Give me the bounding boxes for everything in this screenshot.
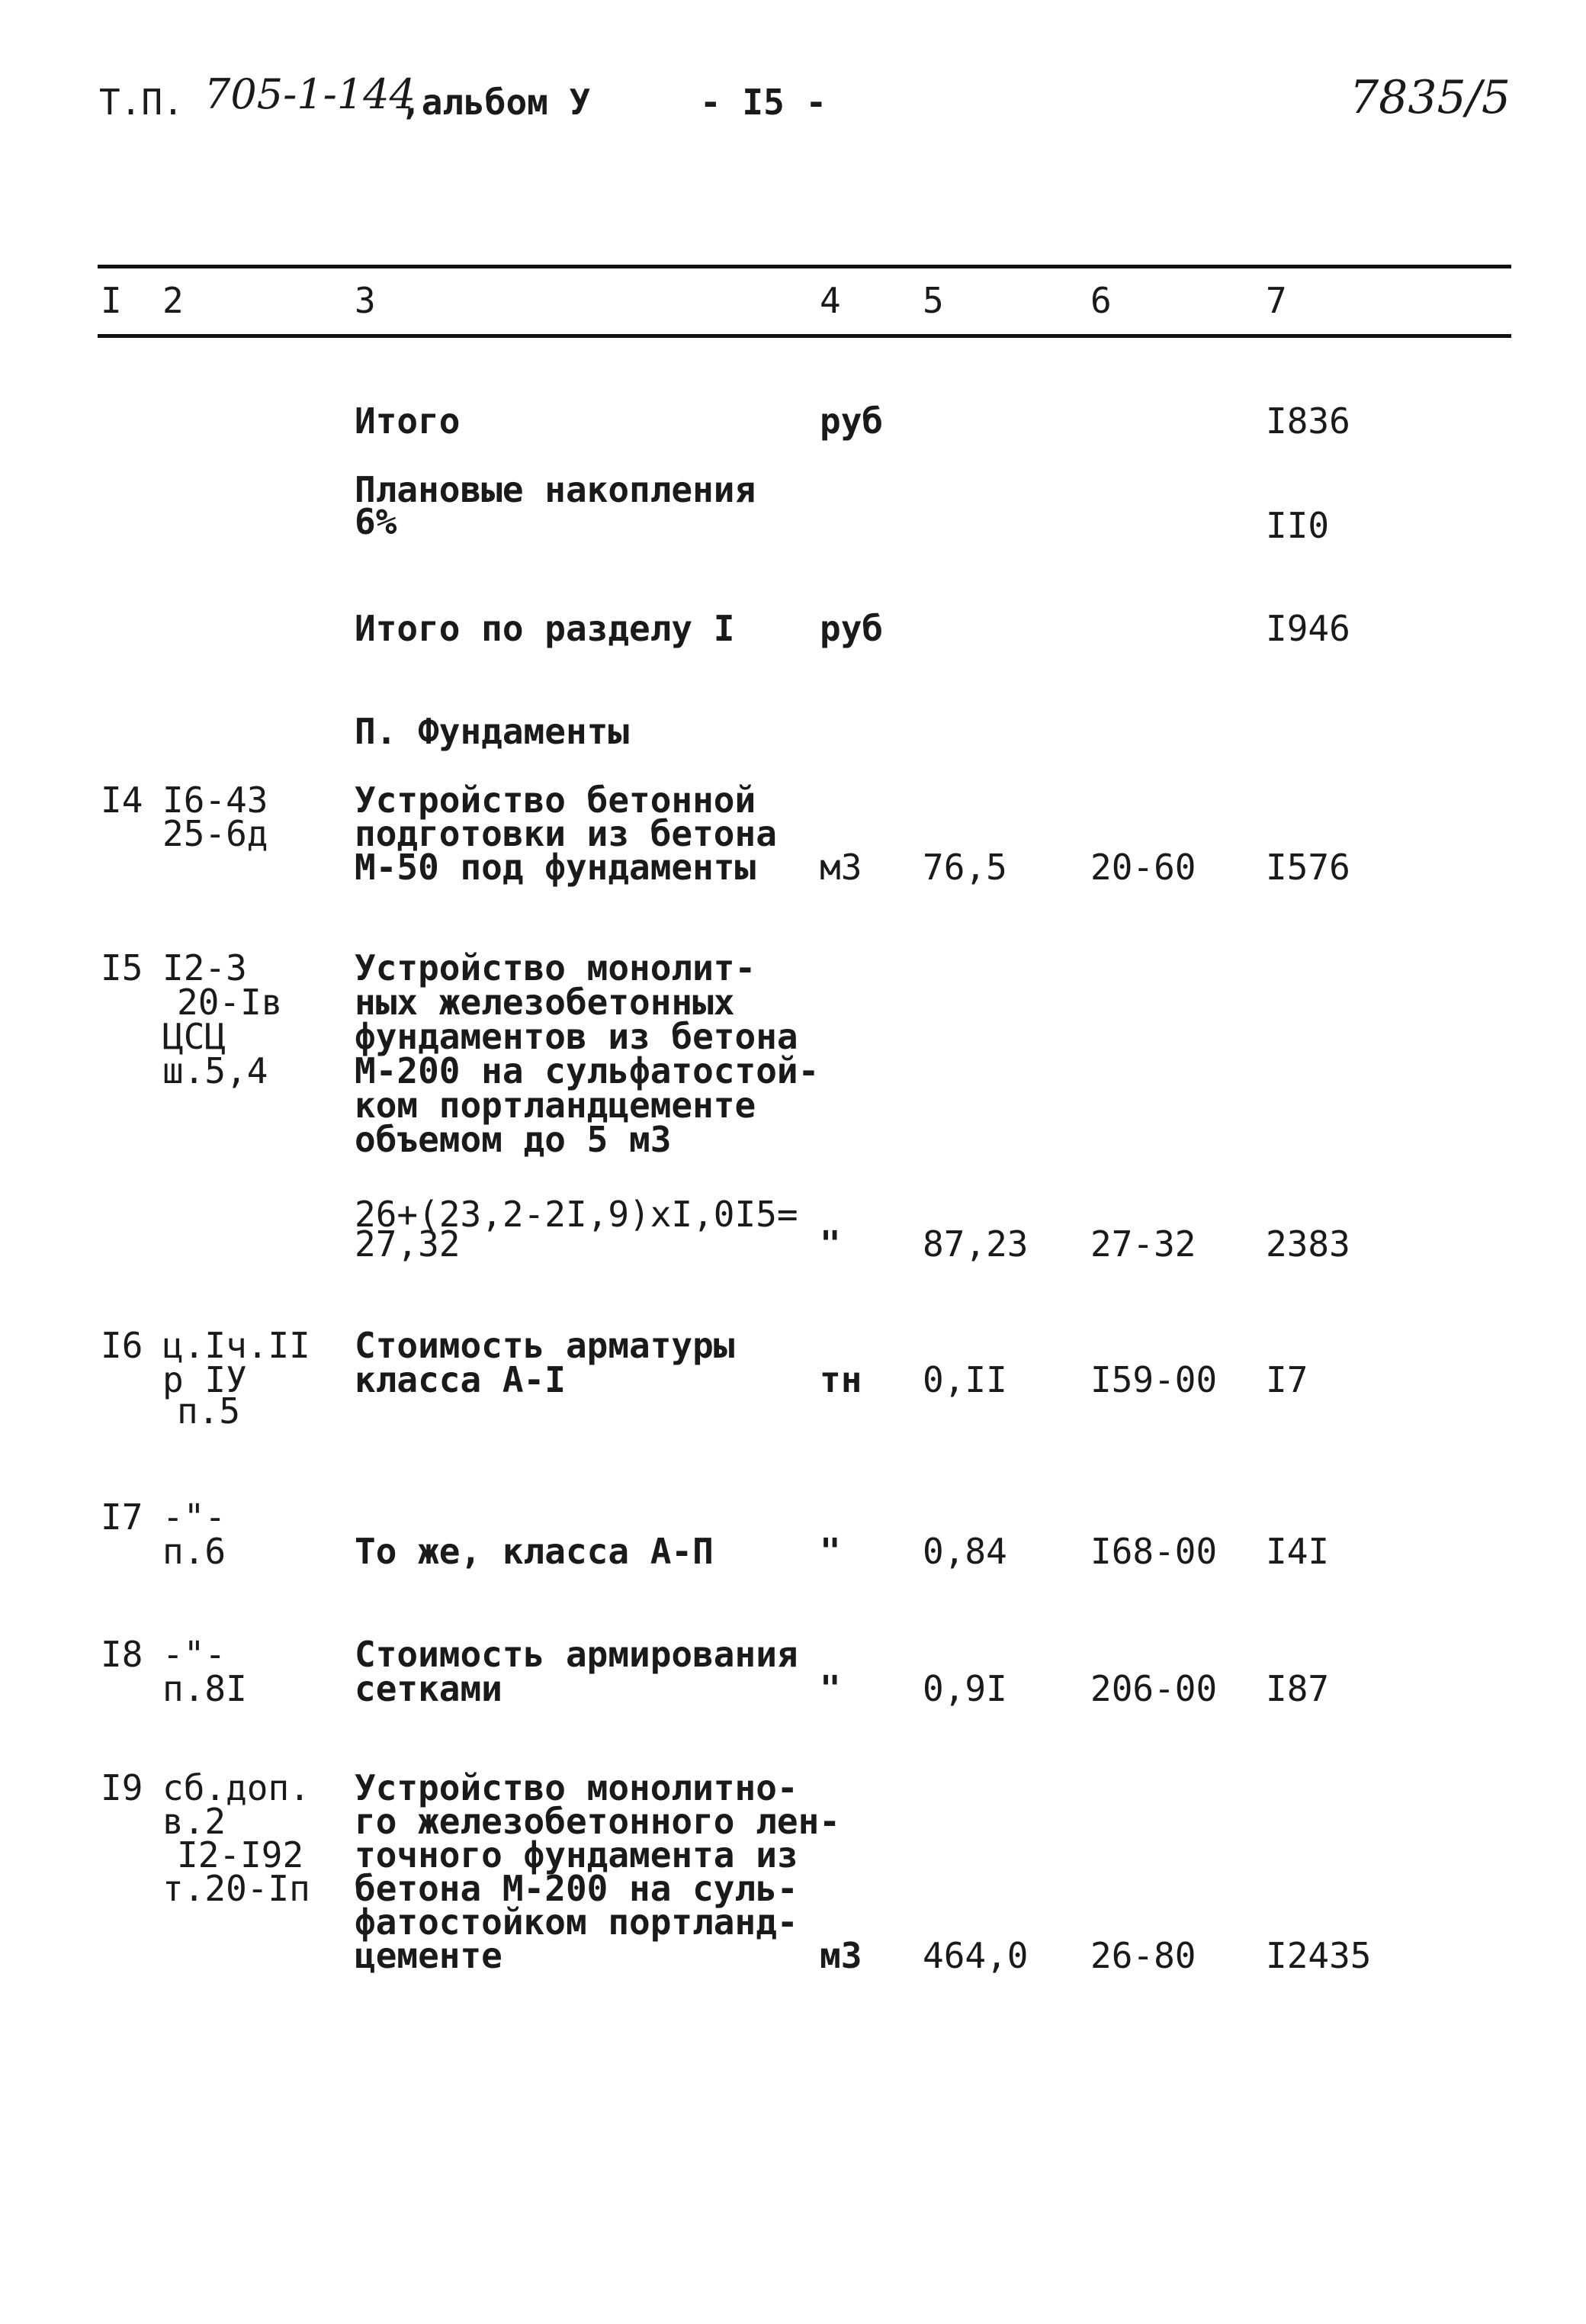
- row-quantity: 87,23: [923, 1223, 1029, 1265]
- row-description: То же, класса А-П: [355, 1531, 714, 1572]
- col-header-7: 7: [1266, 280, 1287, 321]
- summary-name: Итого: [355, 400, 461, 442]
- row-number: I5: [101, 947, 143, 988]
- row-code: ЦСЦ: [162, 1016, 226, 1057]
- summary-total: I946: [1266, 608, 1350, 649]
- row-unit: ": [820, 1668, 841, 1709]
- row-number: I8: [101, 1634, 143, 1675]
- row-code: I2-I92: [177, 1834, 304, 1876]
- row-description: сетками: [355, 1668, 502, 1709]
- row-description: бетона М-200 на суль-: [355, 1868, 798, 1909]
- row-code: п.5: [177, 1390, 241, 1432]
- summary-total: II0: [1266, 505, 1330, 546]
- row-total: I7: [1266, 1359, 1308, 1400]
- row-total: I2435: [1266, 1935, 1372, 1976]
- row-quantity: 464,0: [923, 1935, 1029, 1976]
- album-label: ,альбом У: [400, 82, 591, 123]
- row-description: класса А-I: [355, 1359, 566, 1400]
- row-description: М-200 на сульфатостой-: [355, 1050, 820, 1091]
- row-code: р IУ: [162, 1359, 247, 1400]
- row-description: цементе: [355, 1935, 502, 1976]
- col-header-1: I: [101, 280, 122, 321]
- row-total: I4I: [1266, 1531, 1330, 1572]
- row-number: I7: [101, 1496, 143, 1538]
- row-unit: тн: [820, 1359, 862, 1400]
- row-description: ных железобетонных: [355, 982, 735, 1023]
- row-code: т.20-Iп: [162, 1868, 310, 1909]
- row-code: -"-: [162, 1634, 226, 1675]
- row-unit: ": [820, 1531, 841, 1572]
- row-description: го железобетонного лен-: [355, 1801, 840, 1842]
- row-description: фундаментов из бетона: [355, 1016, 798, 1057]
- row-calculation: 26+(23,2-2I,9)хI,0I5=: [355, 1194, 798, 1235]
- row-total: 2383: [1266, 1223, 1350, 1265]
- section-title: П. Фундаменты: [355, 711, 630, 752]
- row-price: I59-00: [1090, 1359, 1218, 1400]
- row-number: I6: [101, 1325, 143, 1366]
- col-header-4: 4: [820, 280, 841, 321]
- row-code: в.2: [162, 1801, 226, 1842]
- row-unit: м3: [820, 1935, 862, 1976]
- row-description: точного фундамента из: [355, 1834, 798, 1876]
- doc-prefix: Т.П.: [99, 82, 184, 123]
- col-header-5: 5: [923, 280, 944, 321]
- row-quantity: 0,II: [923, 1359, 1007, 1400]
- row-code: -"-: [162, 1496, 226, 1538]
- summary-unit: руб: [820, 608, 884, 649]
- row-number: I4: [101, 779, 143, 821]
- row-code: ц.Iч.II: [162, 1325, 310, 1366]
- row-description: Стоимость армирования: [355, 1634, 798, 1675]
- row-description: фатостойком портланд-: [355, 1901, 798, 1943]
- row-code: п.8I: [162, 1668, 247, 1709]
- row-description: М-50 под фундаменты: [355, 847, 756, 888]
- col-header-2: 2: [162, 280, 184, 321]
- col-header-3: 3: [355, 280, 376, 321]
- row-price: I68-00: [1090, 1531, 1218, 1572]
- series-number: 705-1-144: [204, 70, 416, 118]
- row-description: подготовки из бетона: [355, 813, 777, 854]
- col-header-6: 6: [1090, 280, 1112, 321]
- row-quantity: 0,9I: [923, 1668, 1007, 1709]
- row-price: 206-00: [1090, 1668, 1218, 1709]
- row-code: I2-3: [162, 947, 247, 988]
- row-unit: ": [820, 1223, 841, 1265]
- row-code: п.6: [162, 1531, 226, 1572]
- row-code: I6-43: [162, 779, 268, 821]
- row-unit: м3: [820, 847, 862, 888]
- row-total: I576: [1266, 847, 1350, 888]
- row-code: 20-Iв: [177, 982, 283, 1023]
- row-code: ш.5,4: [162, 1050, 268, 1091]
- row-number: I9: [101, 1767, 143, 1808]
- row-code: 25-6д: [162, 813, 268, 854]
- row-description: Устройство монолитно-: [355, 1767, 798, 1808]
- inventory-number: 7835/5: [1350, 71, 1511, 124]
- row-price: 20-60: [1090, 847, 1196, 888]
- row-price: 27-32: [1090, 1223, 1196, 1265]
- summary-name: Итого по разделу I: [355, 608, 735, 649]
- row-description: объемом до 5 м3: [355, 1119, 672, 1160]
- row-description: Устройство монолит-: [355, 947, 756, 988]
- row-description: Стоимость арматуры: [355, 1325, 735, 1366]
- summary-name-line2: 6%: [355, 501, 397, 542]
- row-description: ком портландцементе: [355, 1085, 756, 1126]
- row-quantity: 0,84: [923, 1531, 1007, 1572]
- summary-name: Плановые накопления: [355, 469, 756, 510]
- row-description: Устройство бетонной: [355, 779, 756, 821]
- row-code: сб.доп.: [162, 1767, 310, 1808]
- row-calculation: 27,32: [355, 1223, 461, 1265]
- summary-unit: руб: [820, 400, 884, 442]
- summary-total: I836: [1266, 400, 1350, 442]
- row-quantity: 76,5: [923, 847, 1007, 888]
- table-top-rule: [98, 265, 1511, 268]
- table-header-rule: [98, 334, 1511, 338]
- page-number: - I5 -: [700, 82, 827, 123]
- row-total: I87: [1266, 1668, 1330, 1709]
- row-price: 26-80: [1090, 1935, 1196, 1976]
